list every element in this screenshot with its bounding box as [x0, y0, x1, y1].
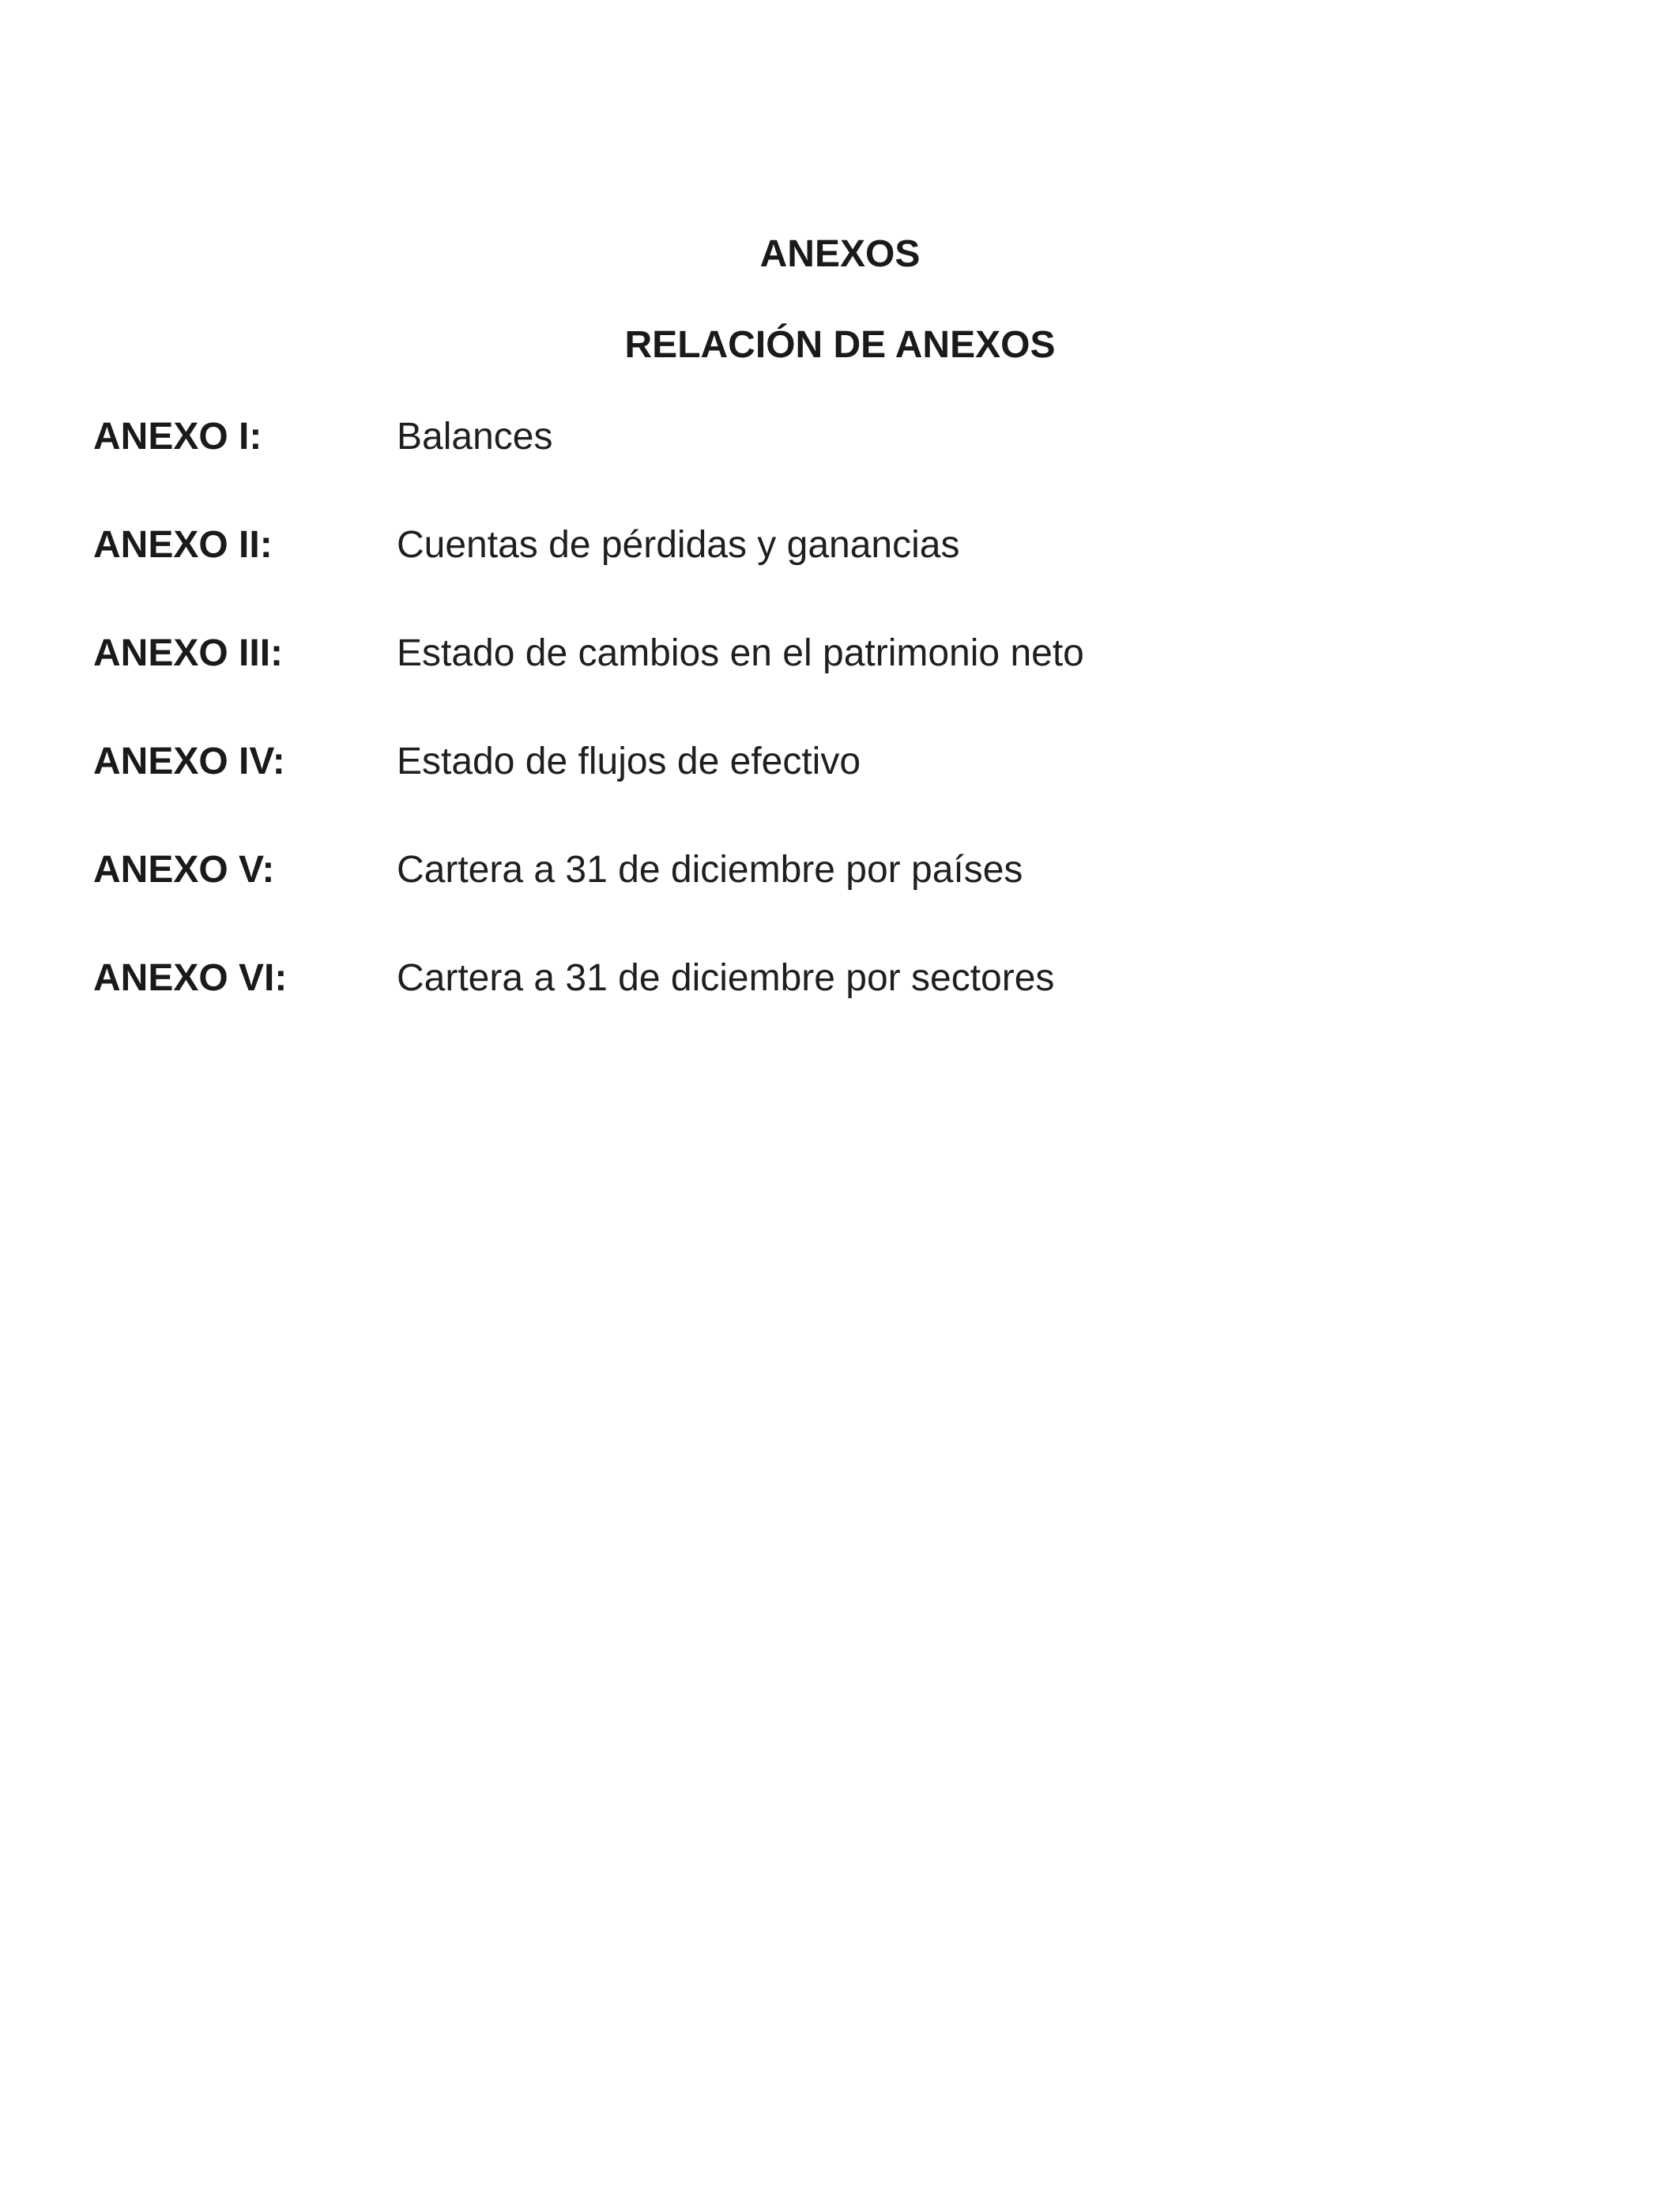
page-subtitle: RELACIÓN DE ANEXOS [624, 324, 1056, 366]
annex-description: Cartera a 31 de diciembre por sectores [397, 957, 1055, 999]
annex-label: ANEXO III: [93, 632, 284, 674]
annex-label: ANEXO VI: [93, 957, 288, 999]
annex-label: ANEXO V: [93, 849, 275, 891]
annex-row-6 [93, 956, 1595, 1065]
annex-description: Cuentas de pérdidas y ganancias [397, 524, 960, 566]
annex-row-3 [93, 631, 1595, 740]
annex-description: Estado de flujos de efectivo [397, 741, 861, 782]
annex-row-1 [93, 415, 1595, 523]
annex-list [93, 415, 1595, 1065]
annex-row-2 [93, 523, 1595, 631]
annex-description: Cartera a 31 de diciembre por países [397, 849, 1023, 891]
annex-row-4 [93, 740, 1595, 848]
annex-description: Balances [397, 416, 553, 458]
annex-label: ANEXO II: [93, 524, 273, 566]
annex-label: ANEXO IV: [93, 741, 285, 782]
annex-label: ANEXO I: [93, 416, 262, 458]
annex-row-5 [93, 848, 1595, 956]
annex-description: Estado de cambios en el patrimonio neto [397, 632, 1084, 674]
page-title: ANEXOS [759, 233, 921, 275]
